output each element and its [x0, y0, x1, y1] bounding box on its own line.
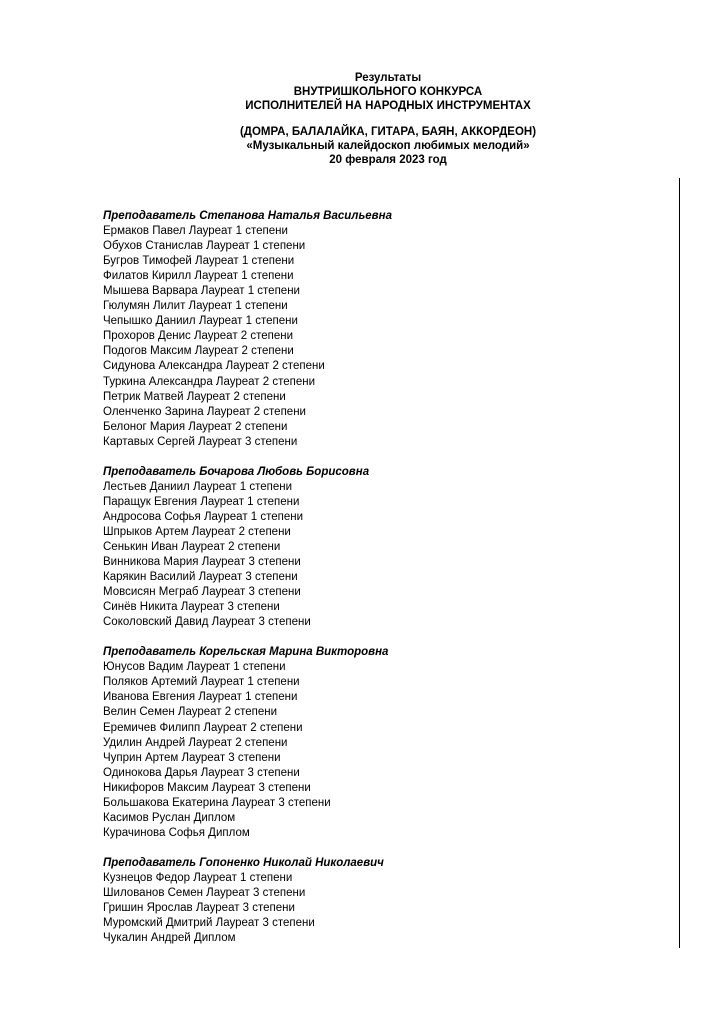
student-result: Лестьев Даниил Лауреат 1 степени [103, 480, 293, 493]
student-result: Велин Семен Лауреат 2 степени [103, 706, 278, 719]
student-result: Удилин Андрей Лауреат 2 степени [103, 736, 288, 749]
student-result: Прохоров Денис Лауреат 2 степени [103, 330, 294, 343]
student-result: Андросова Софья Лауреат 1 степени [103, 510, 304, 523]
student-result: Оленченко Зарина Лауреат 2 степени [103, 405, 306, 418]
student-result: Кузнецов Федор Лауреат 1 степени [103, 871, 293, 884]
student-result: Шпрыков Артем Лауреат 2 степени [103, 525, 291, 538]
student-result: Ермаков Павел Лауреат 1 степени [103, 225, 288, 238]
student-result: Картавых Сергей Лауреат 3 степени [103, 435, 298, 448]
teacher-section [103, 856, 663, 946]
header-title: Результаты [354, 72, 422, 84]
teacher-heading: Преподаватель Бочарова Любовь Борисовна [103, 465, 370, 478]
teacher-section [103, 645, 663, 841]
student-result: Еремичев Филипп Лауреат 2 степени [103, 721, 303, 734]
student-result: Петрик Матвей Лауреат 2 степени [103, 390, 286, 403]
student-result: Белоног Мария Лауреат 2 степени [103, 420, 288, 433]
document-header [0, 71, 724, 167]
student-result: Обухов Станислав Лауреат 1 степени [103, 240, 306, 253]
student-result: Гришин Ярослав Лауреат 3 степени [103, 902, 295, 915]
student-result: Большакова Екатерина Лауреат 3 степени [103, 796, 331, 809]
student-result: Сидунова Александра Лауреат 2 степени [103, 360, 325, 373]
results-list [103, 209, 663, 961]
student-result: Курачинова Софья Диплом [103, 826, 250, 839]
teacher-section [103, 465, 663, 631]
student-result: Сенькин Иван Лауреат 2 степени [103, 540, 281, 553]
teacher-heading: Преподаватель Степанова Наталья Васильевна [103, 210, 392, 222]
student-result: Филатов Кирилл Лауреат 1 степени [103, 270, 294, 283]
student-result: Синёв Никита Лауреат 3 степени [103, 601, 280, 614]
teacher-heading: Преподаватель Гопоненко Николай Николаевич [103, 856, 384, 869]
header-contest-motto: «Музыкальный калейдоскоп любимых мелодий» [246, 140, 530, 152]
student-result: Мовсисян Меграб Лауреат 3 степени [103, 586, 301, 599]
margin-rule [679, 178, 680, 948]
student-result: Иванова Евгения Лауреат 1 степени [103, 691, 298, 704]
student-result: Мышева Варвара Лауреат 1 степени [103, 285, 300, 298]
student-result: Гюлумян Лилит Лауреат 1 степени [103, 300, 288, 313]
student-result: Одинокова Дарья Лауреат 3 степени [103, 766, 300, 779]
student-result: Поляков Артемий Лауреат 1 степени [103, 676, 300, 689]
student-result: Чукалин Андрей Диплом [103, 932, 236, 945]
student-result: Винникова Мария Лауреат 3 степени [103, 556, 301, 569]
student-result: Соколовский Давид Лауреат 3 степени [103, 616, 311, 629]
header-contest-subject: ИСПОЛНИТЕЛЕЙ НА НАРОДНЫХ ИНСТРУМЕНТАХ [245, 100, 531, 112]
student-result: Чуприн Артем Лауреат 3 степени [103, 751, 281, 764]
student-result: Шилованов Семен Лауреат 3 степени [103, 886, 306, 899]
header-date: 20 февраля 2023 год [329, 154, 447, 166]
student-result: Муромский Дмитрий Лауреат 3 степени [103, 917, 315, 930]
header-contest-name: ВНУТРИШКОЛЬНОГО КОНКУРСА [293, 86, 483, 98]
student-result: Подогов Максим Лауреат 2 степени [103, 345, 294, 358]
student-result: Юнусов Вадим Лауреат 1 степени [103, 661, 286, 674]
student-result: Паращук Евгения Лауреат 1 степени [103, 495, 300, 508]
student-result: Туркина Александра Лауреат 2 степени [103, 375, 316, 388]
student-result: Карякин Василий Лауреат 3 степени [103, 571, 298, 584]
teacher-heading: Преподаватель Корельская Марина Викторовна [103, 646, 389, 659]
student-result: Чепышко Даниил Лауреат 1 степени [103, 315, 298, 328]
student-result: Бугров Тимофей Лауреат 1 степени [103, 255, 295, 268]
teacher-section [103, 209, 663, 450]
student-result: Никифоров Максим Лауреат 3 степени [103, 781, 311, 794]
header-spacer [0, 113, 724, 125]
header-instruments: (ДОМРА, БАЛАЛАЙКА, ГИТАРА, БАЯН, АККОРДЕОН) [239, 126, 537, 138]
student-result: Касимов Руслан Диплом [103, 811, 236, 824]
